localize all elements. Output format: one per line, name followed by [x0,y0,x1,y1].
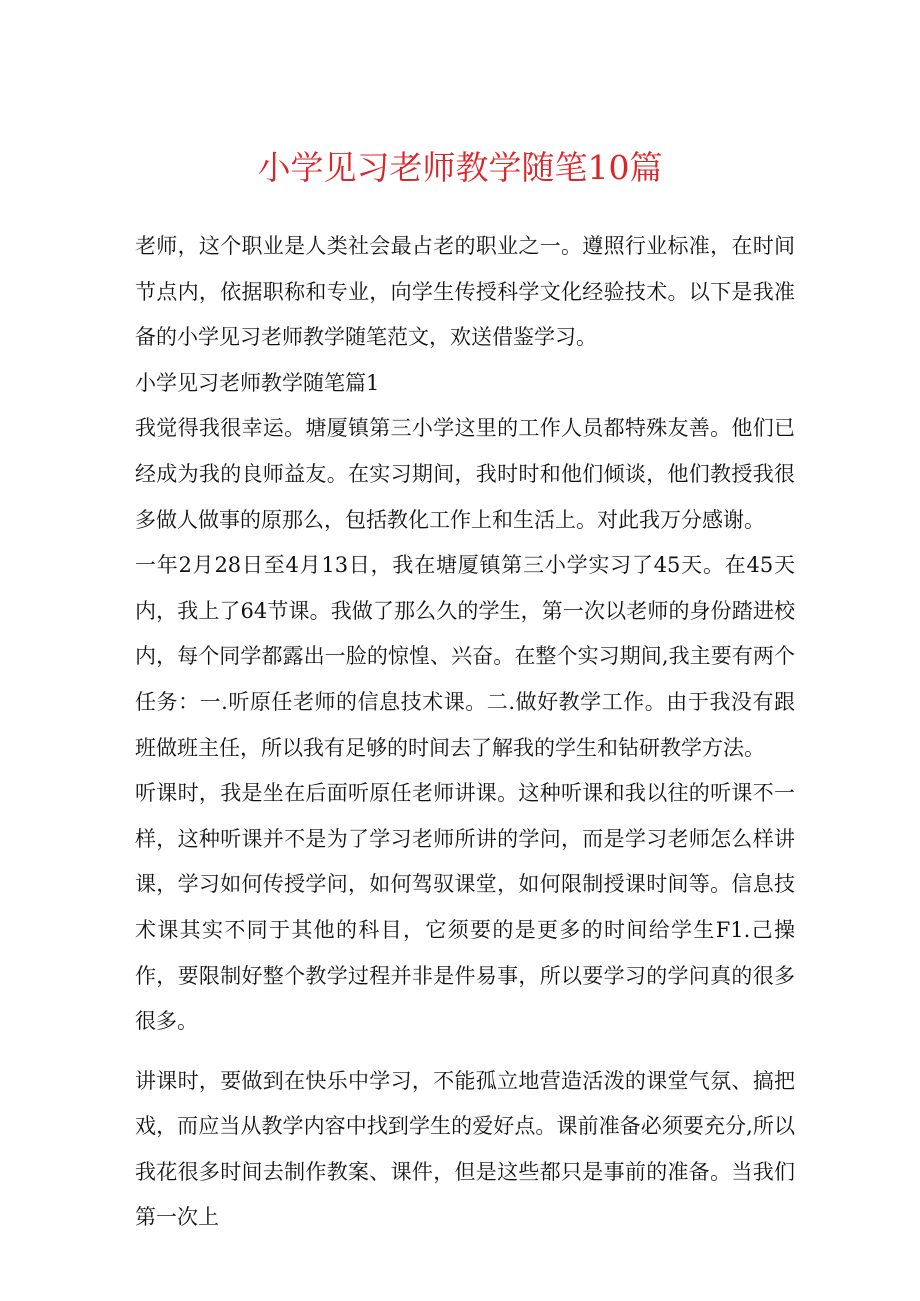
document-body [135,224,795,1241]
body-paragraph: 听课时，我是坐在后面听原任老师讲课。这种听课和我以往的听课不一样，这种听课并不是为了学习老师所讲的学问，而是学习老师怎么样讲课，学习如何传授学问，如何驾驭课堂，如何限制授课时间等。信息技术课其实不同于其他的科目，它须要的是更多的时间给学生F1.己操作，要限制好整个教学过程并非是件易事，所以要学习的学问真的很多很多。 [135,781,795,1034]
body-paragraph: 一年2月28日至4月13日，我在塘厦镇第三小学实习了45天。在45天内，我上了64节课。我做了那么久的学生，第一次以老师的身份踏进校内，每个同学都露出一脸的惊惶、兴奋。在整个实习期间,我主要有两个任务：一.听原任老师的信息技术课。二.做好教学工作。由于我没有跟班做班主任，所以我有足够的时间去了解我的学生和钻研教学方法。 [135,553,795,760]
document-title: 小学见习老师教学随笔10篇 [257,148,663,187]
intro-paragraph: 老师，这个职业是人类社会最占老的职业之一。遵照行业标准，在时间节点内，依据职称和专业，向学生传授科学文化经验技术。以下是我准备的小学见习老师教学随笔范文，欢送借鉴学习。 [135,234,795,350]
body-paragraph: 讲课时，要做到在快乐中学习，不能孤立地营造活泼的课堂气氛、搞把戏，而应当从教学内容中找到学生的爱好点。课前准备必须要充分,所以我花很多时间去制作教案、课件，但是这些都只是事前的准备。当我们第一次上 [135,1068,795,1230]
section-heading: 小学见习老师教学随笔篇1 [135,370,380,395]
body-paragraph: 我觉得我很幸运。塘厦镇第三小学这里的工作人员都特殊友善。他们已经成为我的良师益友。在实习期间，我时时和他们倾谈，他们教授我很多做人做事的原那么，包括教化工作上和生活上。对此我万分感谢。 [135,416,795,532]
